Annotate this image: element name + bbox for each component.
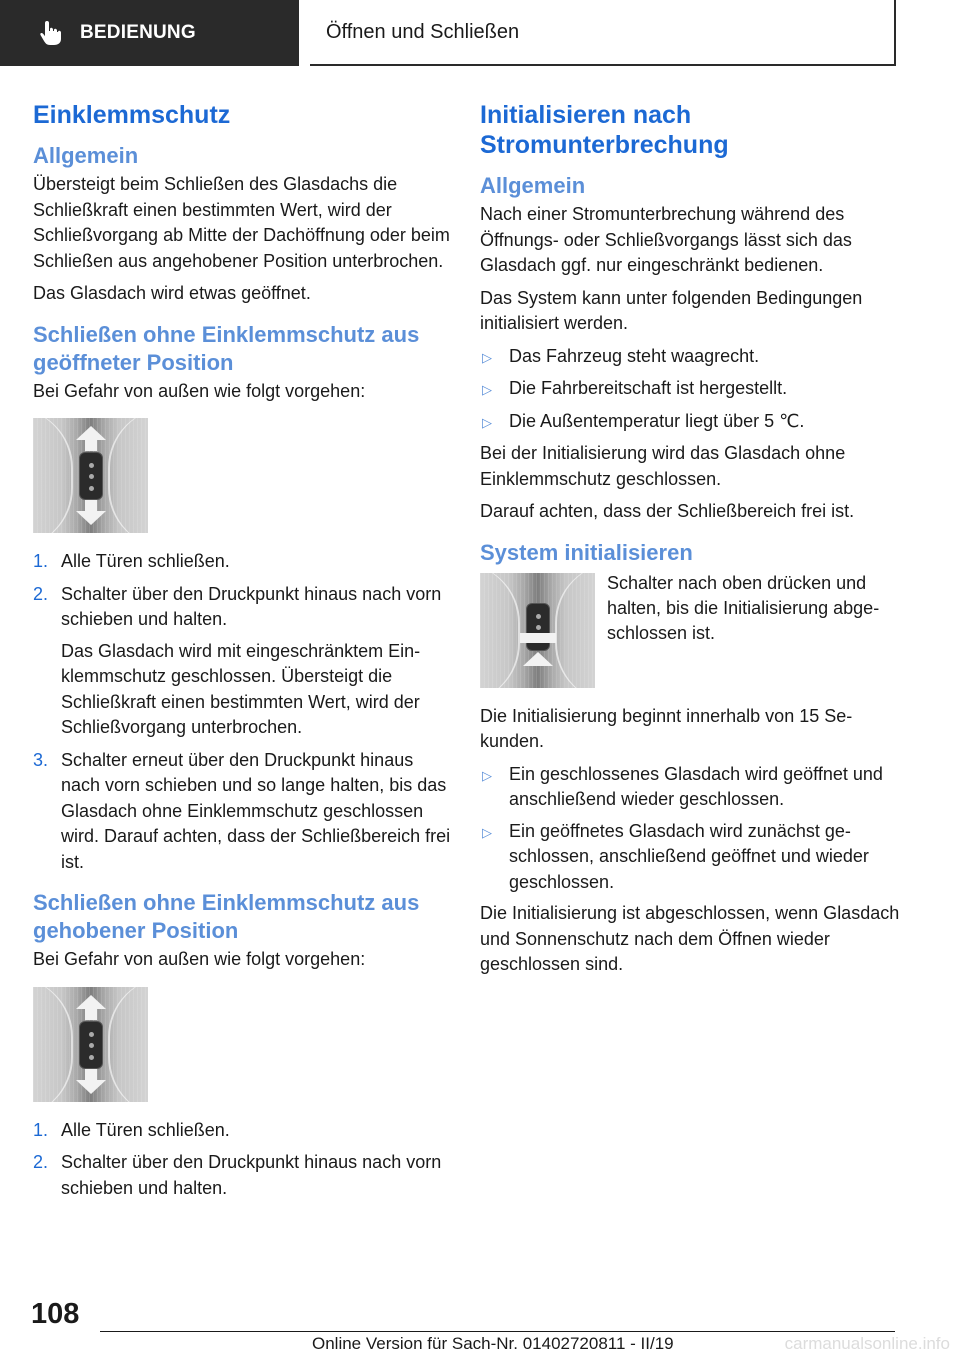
left-title: Einklemmschutz bbox=[33, 101, 231, 129]
bullet-triangle-icon: ▷ bbox=[482, 414, 492, 430]
right-general-p1: Nach einer Stromunterbrechung während des Öffnungs- oder Schließvorgangs lässt sich das Glasdach ggf. nur eingeschränkt bedienen. bbox=[480, 204, 852, 275]
init-figure-caption: Schalter nach oben drücken und halten, bis die Initialisierung abgeschlossen ist. bbox=[607, 572, 880, 643]
page-header bbox=[0, 0, 960, 66]
press-up-indicator bbox=[520, 633, 556, 643]
list-item bbox=[480, 344, 900, 371]
conditions-list bbox=[480, 344, 900, 436]
step-text: Schalter über den Druckpunkt hinaus nach vorn schieben und halten. bbox=[61, 583, 442, 629]
step-note: Das Glasdach wird mit eingeschränktem Einklemmschutz geschlossen. Übersteigt die Schließkraft einen bestimmten Wert, wird der Schließvorgang unterbrochen. bbox=[61, 640, 421, 737]
chapter-title-box bbox=[310, 0, 896, 66]
raised-position-steps bbox=[33, 1118, 451, 1202]
arrow-down-icon bbox=[76, 1080, 106, 1094]
left-general-p2: Das Glasdach wird etwas geöffnet. bbox=[33, 283, 311, 303]
switch-figure-raised bbox=[33, 987, 148, 1102]
init-figure-block bbox=[480, 571, 900, 692]
right-general-p3: Bei der Initialisierung wird das Glasdach ohne Einklemmschutz geschlossen. bbox=[480, 443, 846, 489]
roof-switch bbox=[526, 603, 550, 651]
right-general-p4: Darauf achten, dass der Schließbereich frei ist. bbox=[480, 501, 855, 521]
step-number: 1. bbox=[33, 1119, 49, 1140]
hand-pointer-icon bbox=[36, 18, 66, 48]
init-list bbox=[480, 762, 900, 896]
open-position-intro: Bei Gefahr von außen wie folgt vorgehen: bbox=[33, 380, 366, 401]
arrow-up-icon bbox=[523, 652, 553, 666]
switch-figure-open bbox=[33, 418, 148, 533]
list-item bbox=[33, 549, 451, 575]
section-label: BEDIENUNG bbox=[80, 22, 196, 43]
step-number: 2. bbox=[33, 1152, 49, 1172]
arrow-up-icon bbox=[76, 426, 106, 440]
open-position-heading: Schließen ohne Einklemmschutz aus geöffneter Position bbox=[33, 321, 420, 375]
condition-text: Die Außentemperatur liegt über 5 ℃. bbox=[509, 410, 805, 431]
bullet-triangle-icon: ▷ bbox=[482, 349, 492, 365]
bullet-triangle-icon: ▷ bbox=[482, 767, 492, 783]
init-item-text: Ein geschlossenes Glasdach wird geöffnet und anschließend wieder geschlossen. bbox=[509, 763, 883, 809]
right-column bbox=[480, 100, 900, 985]
right-general-p2: Das System kann unter folgenden Bedingungen initialisiert werden. bbox=[480, 287, 863, 333]
list-item bbox=[33, 1150, 451, 1201]
condition-text: Das Fahrzeug steht waagrecht. bbox=[509, 345, 760, 366]
open-position-steps bbox=[33, 549, 451, 875]
bullet-triangle-icon: ▷ bbox=[482, 824, 492, 840]
list-item bbox=[33, 582, 451, 741]
right-general-heading: Allgemein bbox=[480, 173, 586, 198]
list-item bbox=[480, 376, 900, 403]
list-item bbox=[480, 819, 900, 896]
left-general-p1: Übersteigt beim Schließen des Glasdachs die Schließkraft einen bestimmten Wert, wird der Schließvorgang ab Mitte der Dachöffnung oder beim Schließen aus angehobener Position unterbrochen. bbox=[33, 174, 450, 271]
left-column bbox=[33, 100, 451, 1208]
section-tab bbox=[0, 0, 299, 66]
roof-switch bbox=[79, 452, 103, 500]
left-general-heading: Allgemein bbox=[33, 143, 139, 168]
page-number: 108 bbox=[31, 1298, 80, 1330]
list-item bbox=[480, 409, 900, 436]
step-number: 3. bbox=[33, 749, 49, 770]
chapter-title: Öffnen und Schließen bbox=[326, 20, 520, 43]
init-item-text: Ein geöffnetes Glasdach wird zunächst geschlossen, anschließend geöffnet und wieder geschlossen. bbox=[509, 820, 869, 892]
list-item bbox=[33, 1118, 451, 1144]
arrow-down-icon bbox=[76, 511, 106, 525]
step-number: 2. bbox=[33, 583, 49, 604]
step-text: Schalter über den Druckpunkt hinaus nach vorn schieben und halten. bbox=[61, 1152, 442, 1198]
init-heading: System initialisieren bbox=[480, 539, 693, 565]
raised-position-intro: Bei Gefahr von außen wie folgt vorgehen: bbox=[33, 949, 366, 969]
footer-text: Online Version für Sach-Nr. 01402720811 - II/19 bbox=[312, 1334, 674, 1353]
condition-text: Die Fahrbereitschaft ist hergestellt. bbox=[509, 378, 788, 398]
step-number: 1. bbox=[33, 551, 49, 571]
watermark: carmanualsonline.info bbox=[784, 1334, 950, 1353]
arrow-up-icon bbox=[76, 995, 106, 1009]
raised-position-heading: Schließen ohne Einklemmschutz aus gehobener Position bbox=[33, 890, 420, 943]
init-p1: Die Initialisierung beginnt innerhalb von 15 Sekunden. bbox=[480, 705, 853, 751]
list-item bbox=[33, 748, 451, 876]
init-p2: Die Initialisierung ist abgeschlossen, wenn Glasdach und Sonnenschutz nach dem Öffnen wieder geschlossen sind. bbox=[480, 903, 900, 974]
step-text: Alle Türen schließen. bbox=[61, 1119, 230, 1140]
bullet-triangle-icon: ▷ bbox=[482, 382, 492, 397]
right-title: Initialisieren nach Stromunterbrechung bbox=[480, 101, 729, 159]
roof-switch bbox=[79, 1021, 103, 1069]
switch-figure-init bbox=[480, 573, 595, 688]
footer-divider bbox=[100, 1331, 895, 1332]
list-item bbox=[480, 762, 900, 813]
step-text: Schalter erneut über den Druckpunkt hinaus nach vorn schieben und so lange halten, bis das Glasdach ohne Einklemmschutz geschlossen wird. Darauf achten, dass der Schließbereich frei ist. bbox=[61, 749, 451, 872]
step-text: Alle Türen schließen. bbox=[61, 551, 230, 571]
